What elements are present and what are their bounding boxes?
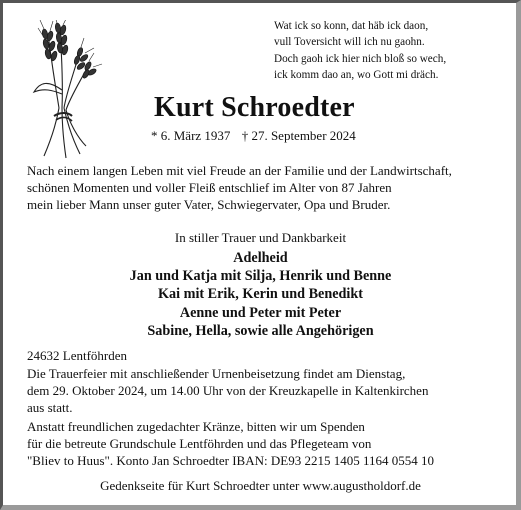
- poem-line: ick komm dao an, wo Gott mi dräch.: [274, 69, 439, 82]
- mourning-intro: In stiller Trauer und Dankbarkeit: [174, 230, 347, 245]
- poem-line: Wat ick so konn, dat häb ick daon,: [274, 20, 429, 32]
- location: 24632 Lentföhrden: [27, 348, 128, 363]
- wheat-sheaf-icon: [26, 20, 106, 160]
- birth-date: * 6. März 1937: [151, 128, 231, 143]
- poem-line: vull Toversicht will ich nu gaohn.: [274, 36, 425, 49]
- deceased-name: Kurt Schroedter: [154, 92, 355, 123]
- family-member-line: Adelheid: [233, 250, 288, 266]
- family-member-line: Sabine, Hella, sowie alle Angehörigen: [147, 322, 374, 339]
- text-line: aus statt.: [27, 400, 73, 415]
- poem: [274, 18, 510, 84]
- poem-line: Doch gaoh ick hier nich bloß so wech,: [274, 52, 447, 65]
- donation-paragraph: [27, 418, 434, 469]
- text-line: Anstatt freundlichen zugedachter Kränze, bitten wir um Spenden: [27, 419, 365, 434]
- text-line: "Bliev to Huus". Konto Jan Schroedter IBAN: DE93 2215 1405 1164 0554 10: [27, 453, 434, 468]
- text-line: dem 29. Oktober 2024, um 14.00 Uhr von der Kreuzkapelle in Kaltenkirchen: [27, 383, 429, 398]
- memorial-page-link: Gedenkseite für Kurt Schroedter unter www.augustholdorf.de: [100, 478, 421, 493]
- family-list: [0, 249, 521, 340]
- text-line: Die Trauerfeier mit anschließender Urnenbeisetzung findet am Dienstag,: [27, 366, 406, 381]
- family-member-line: Kai mit Erik, Kerin und Benedikt: [158, 286, 363, 303]
- text-line: für die betreute Grundschule Lentföhrden und das Pflegeteam von: [27, 436, 372, 451]
- text-line: schönen Momenten und voller Fleiß entschlief im Alter von 87 Jahren: [27, 180, 392, 195]
- family-member-line: Aenne und Peter mit Peter: [179, 304, 342, 321]
- family-member-line: Jan und Katja mit Silja, Henrik und Benne: [129, 268, 392, 285]
- life-dates: [151, 128, 364, 144]
- funeral-paragraph: [27, 365, 428, 416]
- obituary-paragraph: [27, 162, 452, 213]
- death-date: † 27. September 2024: [241, 128, 356, 143]
- text-line: mein lieber Mann unser guter Vater, Schwiegervater, Opa und Bruder.: [27, 197, 391, 212]
- text-line: Nach einem langen Leben mit viel Freude an der Familie und der Landwirtschaft,: [27, 163, 452, 178]
